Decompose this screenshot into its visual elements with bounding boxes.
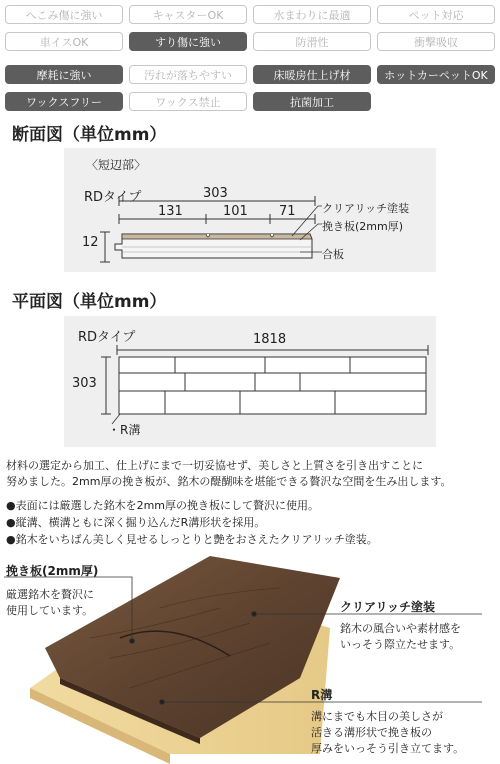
plan-type-label: RDタイプ: [78, 330, 136, 345]
coat-callout-desc-1: 銘木の風合いや素材感を: [340, 622, 461, 635]
plan-title: 平面図（単位mm）: [12, 292, 167, 312]
section-subtitle: 〈短辺部〉: [86, 158, 147, 172]
section-title: 断面図（単位mm）: [12, 125, 167, 145]
feature-tag: ペット対応: [377, 5, 495, 24]
groove-callout-desc-1: 溝にまでも木目の美しさが: [311, 710, 443, 723]
length-label: 1818: [253, 332, 287, 347]
feature-tag: 床暖房仕上げ材: [253, 65, 371, 84]
plywood-label: 合板: [322, 248, 344, 261]
feature-tag: 防滑性: [253, 32, 371, 51]
total-width-label: 303: [203, 186, 228, 201]
groove-callout-desc-3: 厚みをいっそう引き立てます。: [311, 742, 465, 755]
feature-tag: 車イスOK: [5, 32, 123, 51]
section-type-label: RDタイプ: [84, 190, 142, 205]
bullet-1: ●表面には厳選した銘木を2mm厚の挽き板にして贅沢に使用。: [6, 499, 320, 512]
section-drawing: [0, 0, 500, 290]
groove-callout-desc-2: 活きる溝形状で挽き板の: [311, 726, 432, 739]
plan-drawing: [0, 300, 500, 450]
description-line-1: 材料の選定から加工、仕上げにまで一切妥協せず、美しさと上質さを引き出すことに: [6, 459, 424, 472]
feature-tag: ワックス禁止: [129, 92, 247, 111]
width-label: 303: [72, 376, 97, 391]
feature-tag: ワックスフリー: [5, 92, 123, 111]
groove-callout-title: R溝: [311, 688, 333, 702]
description-line-2: 努めました。2mm厚の挽き板が、銘木の醍醐味を堪能できる贅沢な空間を生み出します。: [6, 475, 452, 488]
veneer-label: 挽き板(2mm厚): [322, 220, 404, 233]
thickness-label: 12: [82, 235, 99, 250]
feature-tag: すり傷に強い: [129, 32, 247, 51]
width-label-3: 71: [279, 204, 296, 219]
veneer-callout-desc-1: 厳選銘木を贅沢に: [6, 588, 94, 601]
feature-tag: 水まわりに最適: [253, 5, 371, 24]
bullet-3: ●銘木をいちばん美しく見せるしっとりと艶をおさえたクリアリッチ塗装。: [6, 533, 378, 546]
feature-tag: 抗菌加工: [253, 92, 371, 111]
width-label-2: 101: [223, 204, 248, 219]
feature-tag: ホットカーペットOK: [377, 65, 495, 84]
width-label-1: 131: [158, 204, 183, 219]
bullet-2: ●縦溝、横溝ともに深く掘り込んだR溝形状を採用。: [6, 516, 266, 529]
feature-tag: 衝撃吸収: [377, 32, 495, 51]
coat-label: クリアリッチ塗装: [322, 202, 410, 215]
veneer-callout-title: 挽き板(2mm厚): [6, 564, 99, 578]
groove-label: ・R溝: [108, 423, 141, 437]
feature-tag: 汚れが落ちやすい: [129, 65, 247, 84]
feature-tag: 摩耗に強い: [5, 65, 123, 84]
veneer-callout-desc-2: 使用しています。: [6, 604, 94, 617]
coat-callout-desc-2: いっそう際立たせます。: [340, 638, 461, 651]
coat-callout-title: クリアリッチ塗装: [340, 600, 436, 614]
feature-tag: へこみ傷に強い: [5, 5, 123, 24]
feature-tag: キャスターOK: [129, 5, 247, 24]
